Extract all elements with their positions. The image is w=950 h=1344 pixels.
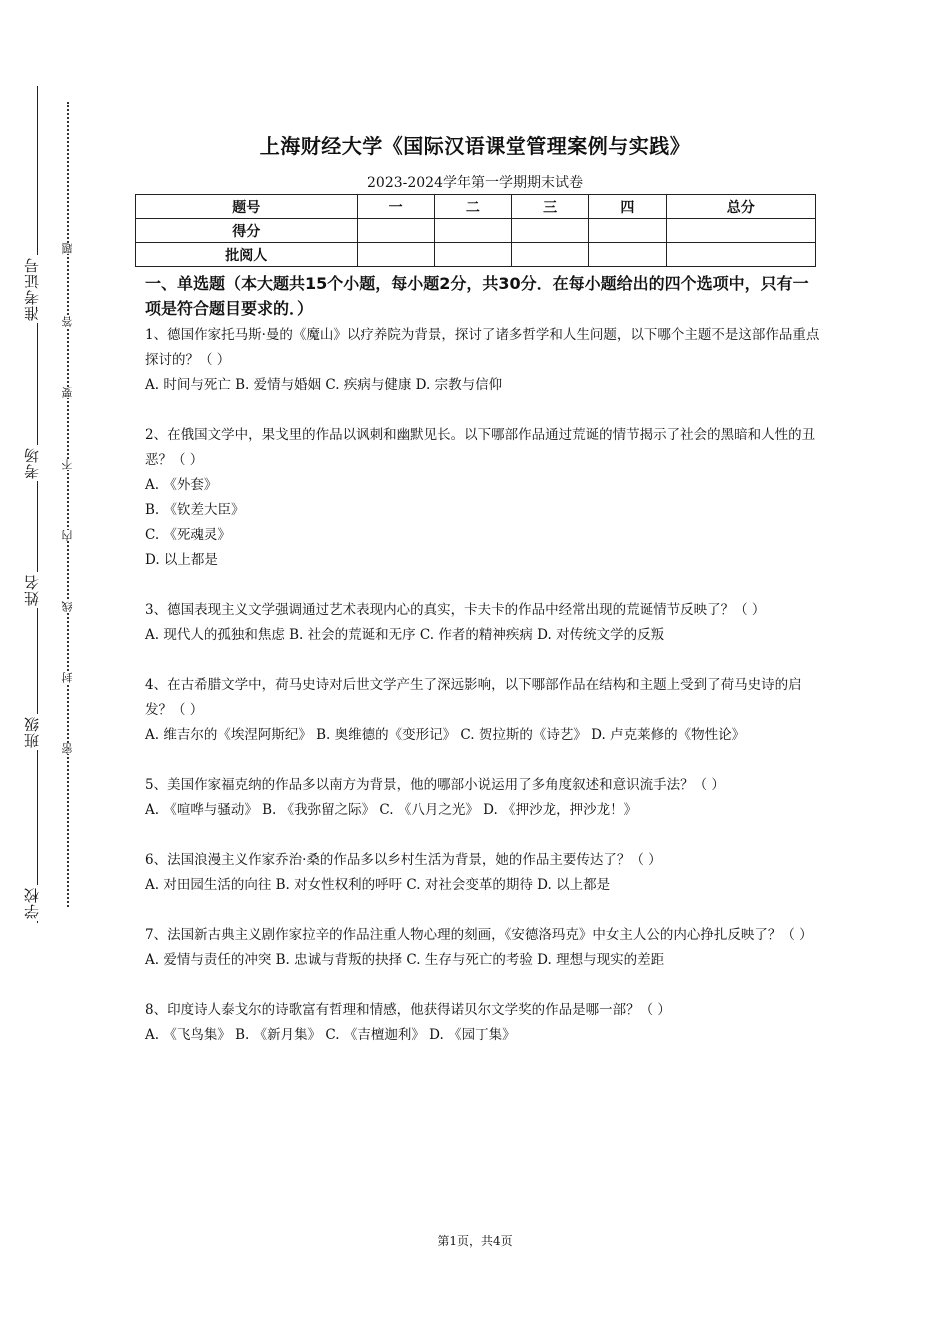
score-cell [434, 243, 511, 267]
question-options: A. 《飞鸟集》 B. 《新月集》 C. 《吉檀迦利》 D. 《园丁集》 [145, 1027, 516, 1043]
section-heading: 一、单选题（本大题共15个小题，每小题2分，共30分．在每小题给出的四个选项中，只有一项是符合题目要求的．） [145, 274, 809, 318]
question-item [145, 673, 825, 748]
seal-mark: 不 [61, 459, 74, 470]
binding-solid-line [37, 86, 38, 923]
score-header-cell: 题号 [136, 195, 358, 219]
score-cell [357, 219, 434, 243]
question-stem: 2、在俄国文学中，果戈里的作品以讽刺和幽默见长。以下哪部作品通过荒诞的情节揭示了社会的黑暗和人性的丑恶？（ ） [145, 427, 816, 468]
binding-dotted-line [67, 102, 69, 907]
question-options: A. 《喧哗与骚动》 B. 《我弥留之际》 C. 《八月之光》 D. 《押沙龙，押沙龙！》 [145, 802, 638, 818]
seal-mark: 封 [61, 672, 74, 683]
question-stem: 4、在古希腊文学中，荷马史诗对后世文学产生了深远影响，以下哪部作品在结构和主题上受到了荷马史诗的启发？（ ） [145, 677, 802, 718]
exam-room-label: 考场 [21, 445, 51, 481]
score-table-header-row [136, 195, 816, 219]
seal-mark: 线 [61, 601, 74, 612]
question-stem: 6、法国浪漫主义作家乔治·桑的作品多以乡村生活为背景，她的作品主要传达了？（ ） [145, 852, 662, 868]
question-stem: 3、德国表现主义文学强调通过艺术表现内心的真实，卡夫卡的作品中经常出现的荒诞情节反映了？（ ） [145, 602, 766, 618]
reviewer-row [136, 243, 816, 267]
reviewer-row-label: 批阅人 [136, 243, 358, 267]
question-list [145, 323, 825, 1073]
exam-number-label: 准考证号 [21, 255, 51, 323]
question-option: A. 《外套》 [145, 477, 218, 493]
class-label: 班级 [21, 714, 51, 750]
exam-subtitle: 2023-2024学年第一学期期末试卷 [367, 175, 583, 191]
score-row-label: 得分 [136, 219, 358, 243]
question-item [145, 998, 825, 1048]
score-cell [512, 219, 589, 243]
score-header-cell: 一 [357, 195, 434, 219]
question-stem: 8、印度诗人泰戈尔的诗歌富有哲理和情感，他获得诺贝尔文学奖的作品是哪一部？（ ） [145, 1002, 671, 1018]
score-cell [357, 243, 434, 267]
score-header-cell: 三 [512, 195, 589, 219]
seal-mark: 答 [61, 316, 74, 327]
score-header-cell: 二 [434, 195, 511, 219]
page-footer: 第1页，共4页 [437, 1234, 513, 1248]
seal-mark: 内 [61, 530, 74, 541]
seal-mark: 密 [61, 743, 74, 754]
question-item [145, 323, 825, 398]
question-item [145, 923, 825, 973]
question-option: B. 《钦差大臣》 [145, 502, 245, 518]
name-label: 姓名 [21, 572, 51, 608]
score-cell [512, 243, 589, 267]
score-table [135, 194, 816, 267]
score-cell [666, 219, 815, 243]
question-stem: 7、法国新古典主义剧作家拉辛的作品注重人物心理的刻画，《安德洛玛克》中女主人公的内心挣扎反映了？（ ） [145, 927, 813, 943]
score-cell [434, 219, 511, 243]
school-label: 学校 [21, 885, 51, 921]
seal-mark: 题 [61, 243, 74, 254]
question-stem: 1、德国作家托马斯·曼的《魔山》以疗养院为背景，探讨了诸多哲学和人生问题，以下哪个主题不是这部作品重点探讨的？（ ） [145, 327, 820, 368]
question-option: D. 以上都是 [145, 552, 218, 568]
question-option: C. 《死魂灵》 [145, 527, 231, 543]
exam-title: 上海财经大学《国际汉语课堂管理案例与实践》 [259, 134, 691, 158]
question-options: A. 时间与死亡 B. 爱情与婚姻 C. 疾病与健康 D. 宗教与信仰 [145, 377, 503, 393]
question-item [145, 773, 825, 823]
question-options: A. 维吉尔的《埃涅阿斯纪》 B. 奥维德的《变形记》 C. 贺拉斯的《诗艺》 D. 卢克莱修的《物性论》 [145, 727, 746, 743]
seal-mark: 要 [61, 387, 74, 398]
score-cell [666, 243, 815, 267]
score-cell [589, 219, 666, 243]
question-stem: 5、美国作家福克纳的作品多以南方为背景，他的哪部小说运用了多角度叙述和意识流手法？（ ） [145, 777, 725, 793]
question-options: A. 对田园生活的向往 B. 对女性权利的呼吁 C. 对社会变革的期待 D. 以上都是 [145, 877, 611, 893]
question-options: A. 现代人的孤独和焦虑 B. 社会的荒诞和无序 C. 作者的精神疾病 D. 对传统文学的反叛 [145, 627, 665, 643]
score-header-cell: 四 [589, 195, 666, 219]
question-item [145, 423, 825, 573]
question-item [145, 848, 825, 898]
score-row [136, 219, 816, 243]
score-cell [589, 243, 666, 267]
question-item [145, 598, 825, 648]
question-options: A. 爱情与责任的冲突 B. 忠诚与背叛的抉择 C. 生存与死亡的考验 D. 理想与现实的差距 [145, 952, 665, 968]
score-header-cell: 总分 [666, 195, 815, 219]
